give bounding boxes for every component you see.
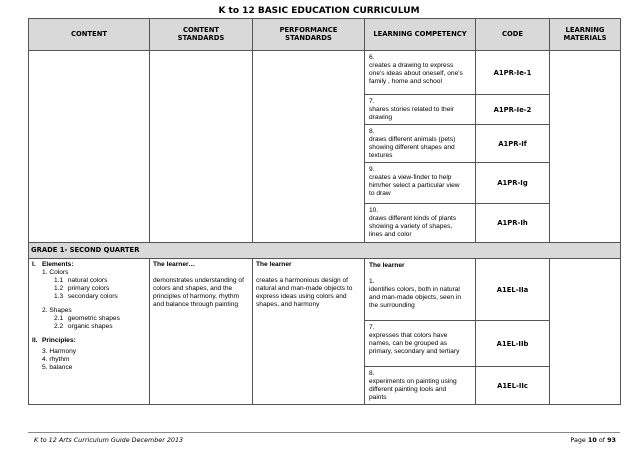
- shapes-sub-item: 2.1 geometric shapes: [54, 315, 120, 322]
- principle-item: 4. rhythm: [42, 356, 70, 363]
- footer-divider: [28, 432, 620, 433]
- header-performance-standards: [253, 19, 365, 51]
- header-learning-materials-line2: MATERIALS: [563, 33, 607, 42]
- empty-performance-standard-cell: [253, 51, 365, 243]
- elements-heading: I. Elements:: [32, 261, 74, 268]
- page-total: 93: [607, 436, 616, 444]
- page-current: 10: [587, 436, 597, 444]
- competency-cell: [365, 367, 476, 405]
- code-cell: A1PR-If: [476, 125, 550, 163]
- header-learning-materials-line1: LEARNING: [565, 25, 605, 34]
- shapes-sub-item: 2.2 organic shapes: [54, 323, 113, 330]
- code-cell: A1EL-IIb: [476, 321, 550, 367]
- colors-sub-item: 1.3 secondary colors: [54, 293, 118, 300]
- performance-standard-text: creates a harmonious design of natural and man-made objects to express ideas using colors and shapes, and harmony: [256, 277, 353, 308]
- competency-cell: [365, 95, 476, 125]
- page-title: K to 12 BASIC EDUCATION CURRICULUM: [218, 6, 420, 16]
- header-content-standards-line1: CONTENT: [182, 25, 220, 34]
- content-standard-text: demonstrates understanding of colors and shapes, and the principles of harmony, rhythm and balance through painting: [153, 277, 244, 308]
- footer-page-number: [570, 436, 616, 444]
- competency-text: draws different animals (pets) showing different shapes and textures: [369, 136, 456, 159]
- competency-text: creates a view-finder to help him/her select a particular view to draw: [369, 174, 460, 197]
- code-cell: A1PR-Ih: [476, 204, 550, 243]
- competency-heading: The learner: [369, 262, 405, 269]
- header-learning-materials: [550, 19, 621, 51]
- competency-cell: [365, 163, 476, 204]
- content-standard-cell: [150, 259, 253, 405]
- competency-number: 9.: [369, 166, 375, 173]
- content-cell: [29, 259, 150, 405]
- content-standard-heading: The learner…: [153, 261, 196, 268]
- page-prefix: Page: [570, 436, 586, 444]
- performance-standard-cell: [253, 259, 365, 405]
- competency-number: 7.: [369, 324, 375, 331]
- code-cell: A1PR-Ie-1: [476, 51, 550, 95]
- competency-cell: [365, 321, 476, 367]
- colors-sub-item: 1.2 primary colors: [54, 285, 110, 292]
- competency-text: expresses that colors have names, can be grouped as primary, secondary and tertiary: [369, 332, 460, 355]
- header-code: CODE: [476, 19, 550, 51]
- colors-item: 1. Colors: [42, 269, 69, 276]
- quarter-row: [29, 243, 621, 259]
- header-content-standards-line2: STANDARDS: [177, 33, 225, 42]
- competency-cell: [365, 204, 476, 243]
- code-cell: A1PR-Ie-2: [476, 95, 550, 125]
- competency-cell: [365, 259, 476, 321]
- competency-number: 8.: [369, 370, 375, 377]
- materials-cell: [550, 51, 621, 243]
- code-cell: A1PR-Ig: [476, 163, 550, 204]
- competency-text: identifies colors, both in natural and man-made objects, seen in the surrounding: [369, 286, 462, 309]
- competency-number: 6.: [369, 54, 375, 61]
- table-row: [29, 259, 621, 321]
- principles-heading: II. Principles:: [32, 337, 76, 344]
- principle-item: 3. Harmony: [42, 348, 77, 355]
- competency-text: creates a drawing to express one's ideas about oneself, one's family , home and school: [369, 62, 463, 85]
- header-learning-competency: LEARNING COMPETENCY: [365, 19, 476, 51]
- competency-number: 8.: [369, 128, 375, 135]
- table-row: [29, 51, 621, 95]
- header-row: [29, 19, 621, 51]
- competency-cell: [365, 51, 476, 95]
- competency-number: 10.: [369, 207, 379, 214]
- empty-content-standard-cell: [150, 51, 253, 243]
- competency-text: shares stories related to their drawing: [369, 106, 455, 121]
- header-content: CONTENT: [29, 19, 150, 51]
- code-cell: A1EL-IIa: [476, 259, 550, 321]
- footer-guide-title: K to 12 Arts Curriculum Guide December 2013: [34, 436, 184, 444]
- empty-content-cell: [29, 51, 150, 243]
- curriculum-table: [28, 18, 621, 405]
- competency-number: 7.: [369, 98, 375, 105]
- code-cell: A1EL-IIc: [476, 367, 550, 405]
- header-performance-standards-line2: STANDARDS: [285, 33, 332, 42]
- competency-cell: [365, 125, 476, 163]
- competency-number: 1.: [369, 278, 375, 285]
- shapes-item: 2. Shapes: [42, 307, 72, 314]
- colors-sub-item: 1.1 natural colors: [54, 277, 108, 284]
- performance-standard-heading: The learner: [256, 261, 292, 268]
- header-content-standards: [150, 19, 253, 51]
- quarter-label: GRADE 1- SECOND QUARTER: [29, 243, 621, 259]
- materials-cell: [550, 259, 621, 405]
- competency-text: draws different kinds of plants showing a variety of shapes, lines and color: [369, 215, 457, 238]
- competency-text: experiments on painting using different painting tools and paints: [369, 378, 457, 401]
- principle-item: 5. balance: [42, 364, 73, 371]
- header-performance-standards-line1: PERFORMANCE: [279, 25, 338, 34]
- page-of: of: [598, 436, 606, 444]
